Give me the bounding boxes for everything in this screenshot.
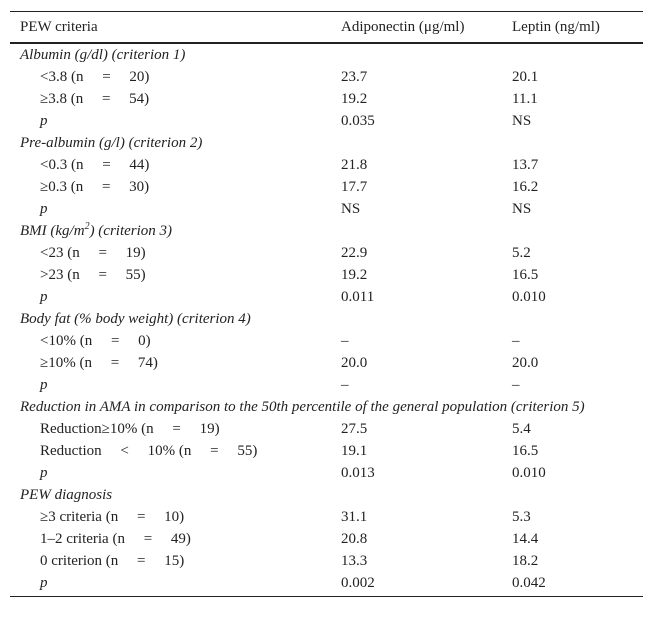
section-label: BMI $(kg/m^2)$ (criterion 3)	[20, 220, 173, 239]
table-row	[10, 154, 643, 176]
section-row	[10, 484, 643, 506]
section-label: Reduction in AMA in comparison to the 50th percentile of the general population (criterion 5)	[20, 398, 585, 415]
adiponectin-value: 27.5	[341, 420, 368, 437]
adiponectin-value: 19.2	[341, 90, 368, 107]
header-leptin: Leptin (ng/ml)	[512, 18, 600, 35]
section-label: PEW diagnosis	[20, 486, 113, 503]
table-row	[10, 264, 643, 286]
section-row	[10, 396, 643, 418]
section-label-sup: 2	[84, 220, 90, 232]
leptin-value: 20.0	[512, 354, 539, 371]
adiponectin-value: 20.8	[341, 530, 368, 547]
leptin-value: 16.5	[512, 442, 539, 459]
table-row	[10, 352, 643, 374]
group-label: <10% (n = 0)	[40, 332, 151, 349]
table-header	[10, 12, 643, 42]
group-label: ≥3.8 (n = 54)	[40, 90, 150, 107]
adiponectin-value: 0.035	[341, 112, 375, 129]
table-row	[10, 528, 643, 550]
leptin-value: 0.010	[512, 464, 546, 481]
leptin-value: 11.1	[512, 90, 538, 107]
leptin-value: –	[512, 376, 520, 393]
p-value-row	[10, 286, 643, 308]
p-label: p	[40, 200, 48, 217]
table-row	[10, 242, 643, 264]
leptin-value: 13.7	[512, 156, 539, 173]
section-label: Body fat (% body weight) (criterion 4)	[20, 310, 251, 327]
p-label: p	[40, 574, 48, 591]
adiponectin-value: 0.002	[341, 574, 375, 591]
leptin-value: 14.4	[512, 530, 539, 547]
group-label: Reduction≥10% (n = 19)	[40, 420, 220, 437]
section-row	[10, 44, 643, 66]
adiponectin-value: 19.2	[341, 266, 368, 283]
leptin-value: 5.4	[512, 420, 531, 437]
section-row	[10, 220, 643, 242]
p-value-row	[10, 198, 643, 220]
table-row	[10, 330, 643, 352]
pew-table	[10, 11, 643, 597]
adiponectin-value: 0.011	[341, 288, 375, 305]
table-body	[10, 44, 643, 594]
table-row	[10, 88, 643, 110]
section-label: Pre-albumin (g/l) (criterion 2)	[20, 134, 203, 151]
p-value-row	[10, 374, 643, 396]
leptin-value: 16.2	[512, 178, 539, 195]
table-bottom-rule	[10, 596, 643, 597]
table-row	[10, 66, 643, 88]
table-row	[10, 550, 643, 572]
table-row	[10, 506, 643, 528]
table-row	[10, 176, 643, 198]
adiponectin-value: 13.3	[341, 552, 368, 569]
adiponectin-value: 31.1	[341, 508, 368, 525]
group-label: >23 (n = 55)	[40, 266, 146, 283]
adiponectin-value: 20.0	[341, 354, 368, 371]
leptin-value: 5.2	[512, 244, 531, 261]
group-label: <0.3 (n = 44)	[40, 156, 150, 173]
table-row	[10, 418, 643, 440]
leptin-value: NS	[512, 200, 532, 217]
adiponectin-value: NS	[341, 200, 361, 217]
p-label: p	[40, 464, 48, 481]
group-label: ≥3 criteria (n = 10)	[40, 508, 185, 525]
p-label: p	[40, 288, 48, 305]
adiponectin-value: –	[341, 332, 349, 349]
leptin-value: 16.5	[512, 266, 539, 283]
group-label: <3.8 (n = 20)	[40, 68, 150, 85]
leptin-value: 5.3	[512, 508, 531, 525]
group-label: ≥0.3 (n = 30)	[40, 178, 150, 195]
p-value-row	[10, 572, 643, 594]
p-label: p	[40, 112, 48, 129]
adiponectin-value: 23.7	[341, 68, 368, 85]
leptin-value: 20.1	[512, 68, 539, 85]
leptin-value: 0.010	[512, 288, 546, 305]
p-value-row	[10, 462, 643, 484]
leptin-value: 18.2	[512, 552, 539, 569]
group-label: 0 criterion (n = 15)	[40, 552, 185, 569]
section-row	[10, 132, 643, 154]
adiponectin-value: –	[341, 376, 349, 393]
header-adiponectin: Adiponectin (μg/ml)	[341, 18, 465, 35]
adiponectin-value: 19.1	[341, 442, 368, 459]
p-label: p	[40, 376, 48, 393]
p-value-row	[10, 110, 643, 132]
adiponectin-value: 0.013	[341, 464, 375, 481]
leptin-value: 0.042	[512, 574, 546, 591]
table-row	[10, 440, 643, 462]
group-label: Reduction < 10% (n = 55)	[40, 442, 258, 459]
section-row	[10, 308, 643, 330]
header-criteria: PEW criteria	[20, 18, 98, 35]
group-label: <23 (n = 19)	[40, 244, 146, 261]
group-label: 1–2 criteria (n = 49)	[40, 530, 191, 547]
adiponectin-value: 22.9	[341, 244, 368, 261]
leptin-value: –	[512, 332, 520, 349]
adiponectin-value: 17.7	[341, 178, 368, 195]
group-label: ≥10% (n = 74)	[40, 354, 158, 371]
section-label: Albumin (g/dl) (criterion 1)	[20, 46, 186, 63]
adiponectin-value: 21.8	[341, 156, 368, 173]
leptin-value: NS	[512, 112, 532, 129]
